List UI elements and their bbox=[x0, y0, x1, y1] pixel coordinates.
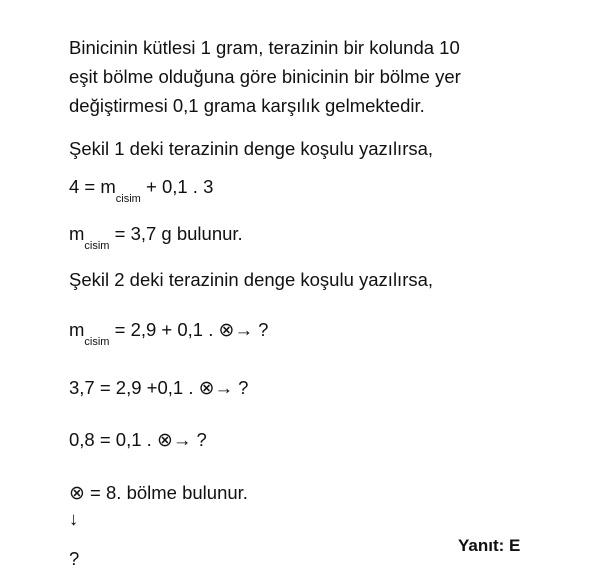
otimes-icon: ⊗ bbox=[156, 430, 173, 451]
eq2-sub: cisim bbox=[84, 336, 110, 348]
res1-lhs: m bbox=[69, 223, 85, 244]
eq1-sub: cisim bbox=[115, 193, 141, 205]
otimes-icon: ⊗ bbox=[218, 320, 235, 341]
eq2-lhs: m bbox=[69, 319, 85, 340]
para-line-3: değiştirmesi 0,1 grama karşılık gelmektedir. bbox=[69, 95, 425, 116]
otimes-icon: ⊗ bbox=[198, 378, 215, 399]
question-mark: ? bbox=[69, 548, 80, 569]
eq5-rhs: = 8. bölme bulunur. bbox=[84, 482, 248, 503]
eq4-tail: → ? bbox=[172, 429, 207, 450]
answer-label: Yanıt: E bbox=[458, 536, 521, 555]
equation-1 bbox=[69, 176, 213, 205]
eq1-rhs: + 0,1 . 3 bbox=[140, 176, 214, 197]
equation-2 bbox=[69, 319, 268, 348]
down-arrow-icon: ↓ bbox=[69, 508, 79, 529]
para-line-1: Binicinin kütlesi 1 gram, terazinin bir kolunda 10 bbox=[69, 37, 460, 58]
equation-3 bbox=[69, 377, 248, 400]
sekil2-text: Şekil 2 deki terazinin denge koşulu yazılırsa, bbox=[69, 269, 434, 290]
result-1 bbox=[69, 223, 243, 252]
res1-sub: cisim bbox=[84, 240, 110, 252]
eq3-tail: → ? bbox=[214, 377, 249, 398]
eq2-tail: → ? bbox=[234, 319, 269, 340]
res1-rhs: = 3,7 g bulunur. bbox=[109, 223, 243, 244]
sekil1-text: Şekil 1 deki terazinin denge koşulu yazılırsa, bbox=[69, 138, 434, 159]
eq2-rhs: = 2,9 + 0,1 . bbox=[109, 319, 219, 340]
equation-4 bbox=[69, 429, 207, 452]
eq1-lhs: 4 = m bbox=[69, 176, 116, 197]
otimes-icon: ⊗ bbox=[69, 483, 85, 504]
para-line-2: eşit bölme olduğuna göre binicinin bir bölme yer bbox=[69, 66, 461, 87]
equation-5 bbox=[69, 482, 248, 505]
eq3-lhs: 3,7 = 2,9 +0,1 . bbox=[69, 377, 199, 398]
eq4-lhs: 0,8 = 0,1 . bbox=[69, 429, 157, 450]
